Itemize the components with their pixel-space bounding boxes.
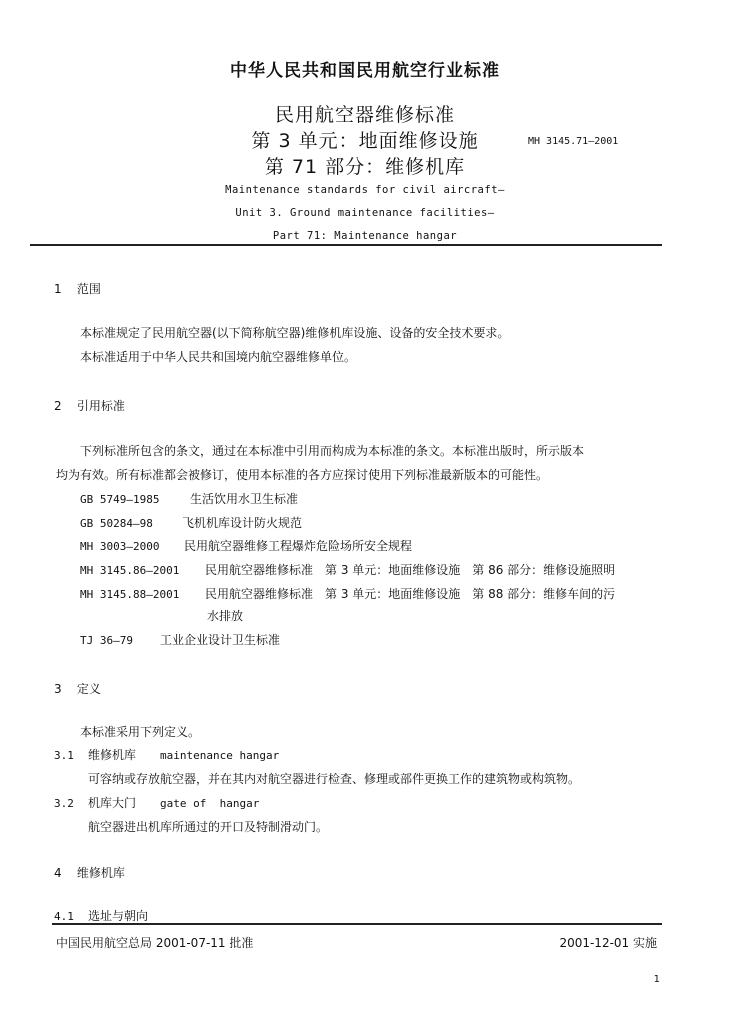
section-title: 维修机库 xyxy=(76,866,125,880)
definition-term-en: maintenance hangar xyxy=(160,749,280,762)
definition-number: 3.1 xyxy=(54,749,74,762)
reference-code: MH 3145.88—2001 xyxy=(80,588,180,601)
reference-title: 生活饮用水卫生标准 xyxy=(190,492,299,506)
reference-item xyxy=(80,585,615,602)
section-title: 定义 xyxy=(76,682,101,696)
english-title-line3: Part 71: Maintenance hangar xyxy=(272,230,458,242)
standard-number: MH 3145.71—2001 xyxy=(528,136,619,147)
reference-item xyxy=(80,561,615,578)
paragraph: 本标准规定了民用航空器(以下简称航空器)维修机库设施、设备的安全技术要求。 xyxy=(80,326,510,340)
subsection-heading xyxy=(54,907,148,924)
reference-code: MH 3145.86—2001 xyxy=(80,564,180,577)
section-number: 4 xyxy=(54,866,62,880)
header-divider xyxy=(30,244,662,246)
reference-item xyxy=(80,631,280,648)
doc-title-line3: 第 71 部分：维修机库 xyxy=(264,156,466,178)
section-3-heading xyxy=(54,680,101,697)
definition-term xyxy=(54,794,259,811)
footer-divider xyxy=(52,923,662,925)
definition-term-cn: 机库大门 xyxy=(88,796,137,810)
english-title-line1: Maintenance standards for civil aircraft— xyxy=(225,184,505,196)
paragraph: 下列标准所包含的条文，通过在本标准中引用而构成为本标准的条文。本标准出版时，所示版本 xyxy=(80,444,585,458)
paragraph: 本标准采用下列定义。 xyxy=(80,725,201,739)
section-number: 3 xyxy=(54,682,62,696)
reference-item xyxy=(80,537,412,554)
reference-item xyxy=(80,490,298,507)
org-title: 中华人民共和国民用航空行业标准 xyxy=(230,61,500,81)
definition-term-cn: 维修机库 xyxy=(88,748,137,762)
definition-number: 3.2 xyxy=(54,797,74,810)
reference-code: GB 5749—1985 xyxy=(80,493,160,506)
doc-title-line2: 第 3 单元：地面维修设施 xyxy=(251,130,479,152)
definition-text: 可容纳或存放航空器，并在其内对航空器进行检查、修理或部件更换工作的建筑物或构筑物。 xyxy=(88,772,581,786)
section-title: 范围 xyxy=(76,282,101,296)
reference-title: 民用航空器维修工程爆炸危险场所安全规程 xyxy=(184,539,413,553)
definition-term-en: gate of hangar xyxy=(160,797,260,810)
paragraph: 均为有效。所有标准都会被修订，使用本标准的各方应探讨使用下列标准最新版本的可能性。 xyxy=(56,468,549,482)
subsection-title: 选址与朝向 xyxy=(88,909,149,923)
english-title-line2: Unit 3. Ground maintenance facilities— xyxy=(235,207,495,219)
section-number: 1 xyxy=(54,282,62,296)
definition-term xyxy=(54,746,279,763)
section-number: 2 xyxy=(54,399,62,413)
reference-title: 工业企业设计卫生标准 xyxy=(160,633,281,647)
reference-code: GB 50284—98 xyxy=(80,517,153,530)
reference-code: TJ 36—79 xyxy=(80,634,133,647)
definition-text: 航空器进出机库所通过的开口及特制滑动门。 xyxy=(88,820,329,834)
page-number: 1 xyxy=(653,974,660,985)
reference-code: MH 3003—2000 xyxy=(80,540,160,553)
reference-item xyxy=(80,514,302,531)
subsection-number: 4.1 xyxy=(54,910,74,923)
section-4-heading xyxy=(54,864,125,881)
section-title: 引用标准 xyxy=(76,399,125,413)
reference-title: 民用航空器维修标准 第 3 单元：地面维修设施 第 88 部分：维修车间的污 xyxy=(205,587,616,601)
doc-title-line1: 民用航空器维修标准 xyxy=(274,104,455,126)
reference-title: 民用航空器维修标准 第 3 单元：地面维修设施 第 86 部分：维修设施照明 xyxy=(205,563,616,577)
reference-title: 飞机机库设计防火规范 xyxy=(182,516,303,530)
implementation-date: 2001-12-01 实施 xyxy=(559,936,657,950)
section-2-heading xyxy=(54,397,125,414)
reference-title-continuation: 水排放 xyxy=(207,609,244,623)
paragraph: 本标准适用于中华人民共和国境内航空器维修单位。 xyxy=(80,350,357,364)
approval-date: 中国民用航空总局 2001-07-11 批准 xyxy=(56,936,254,950)
section-1-heading xyxy=(54,280,101,297)
